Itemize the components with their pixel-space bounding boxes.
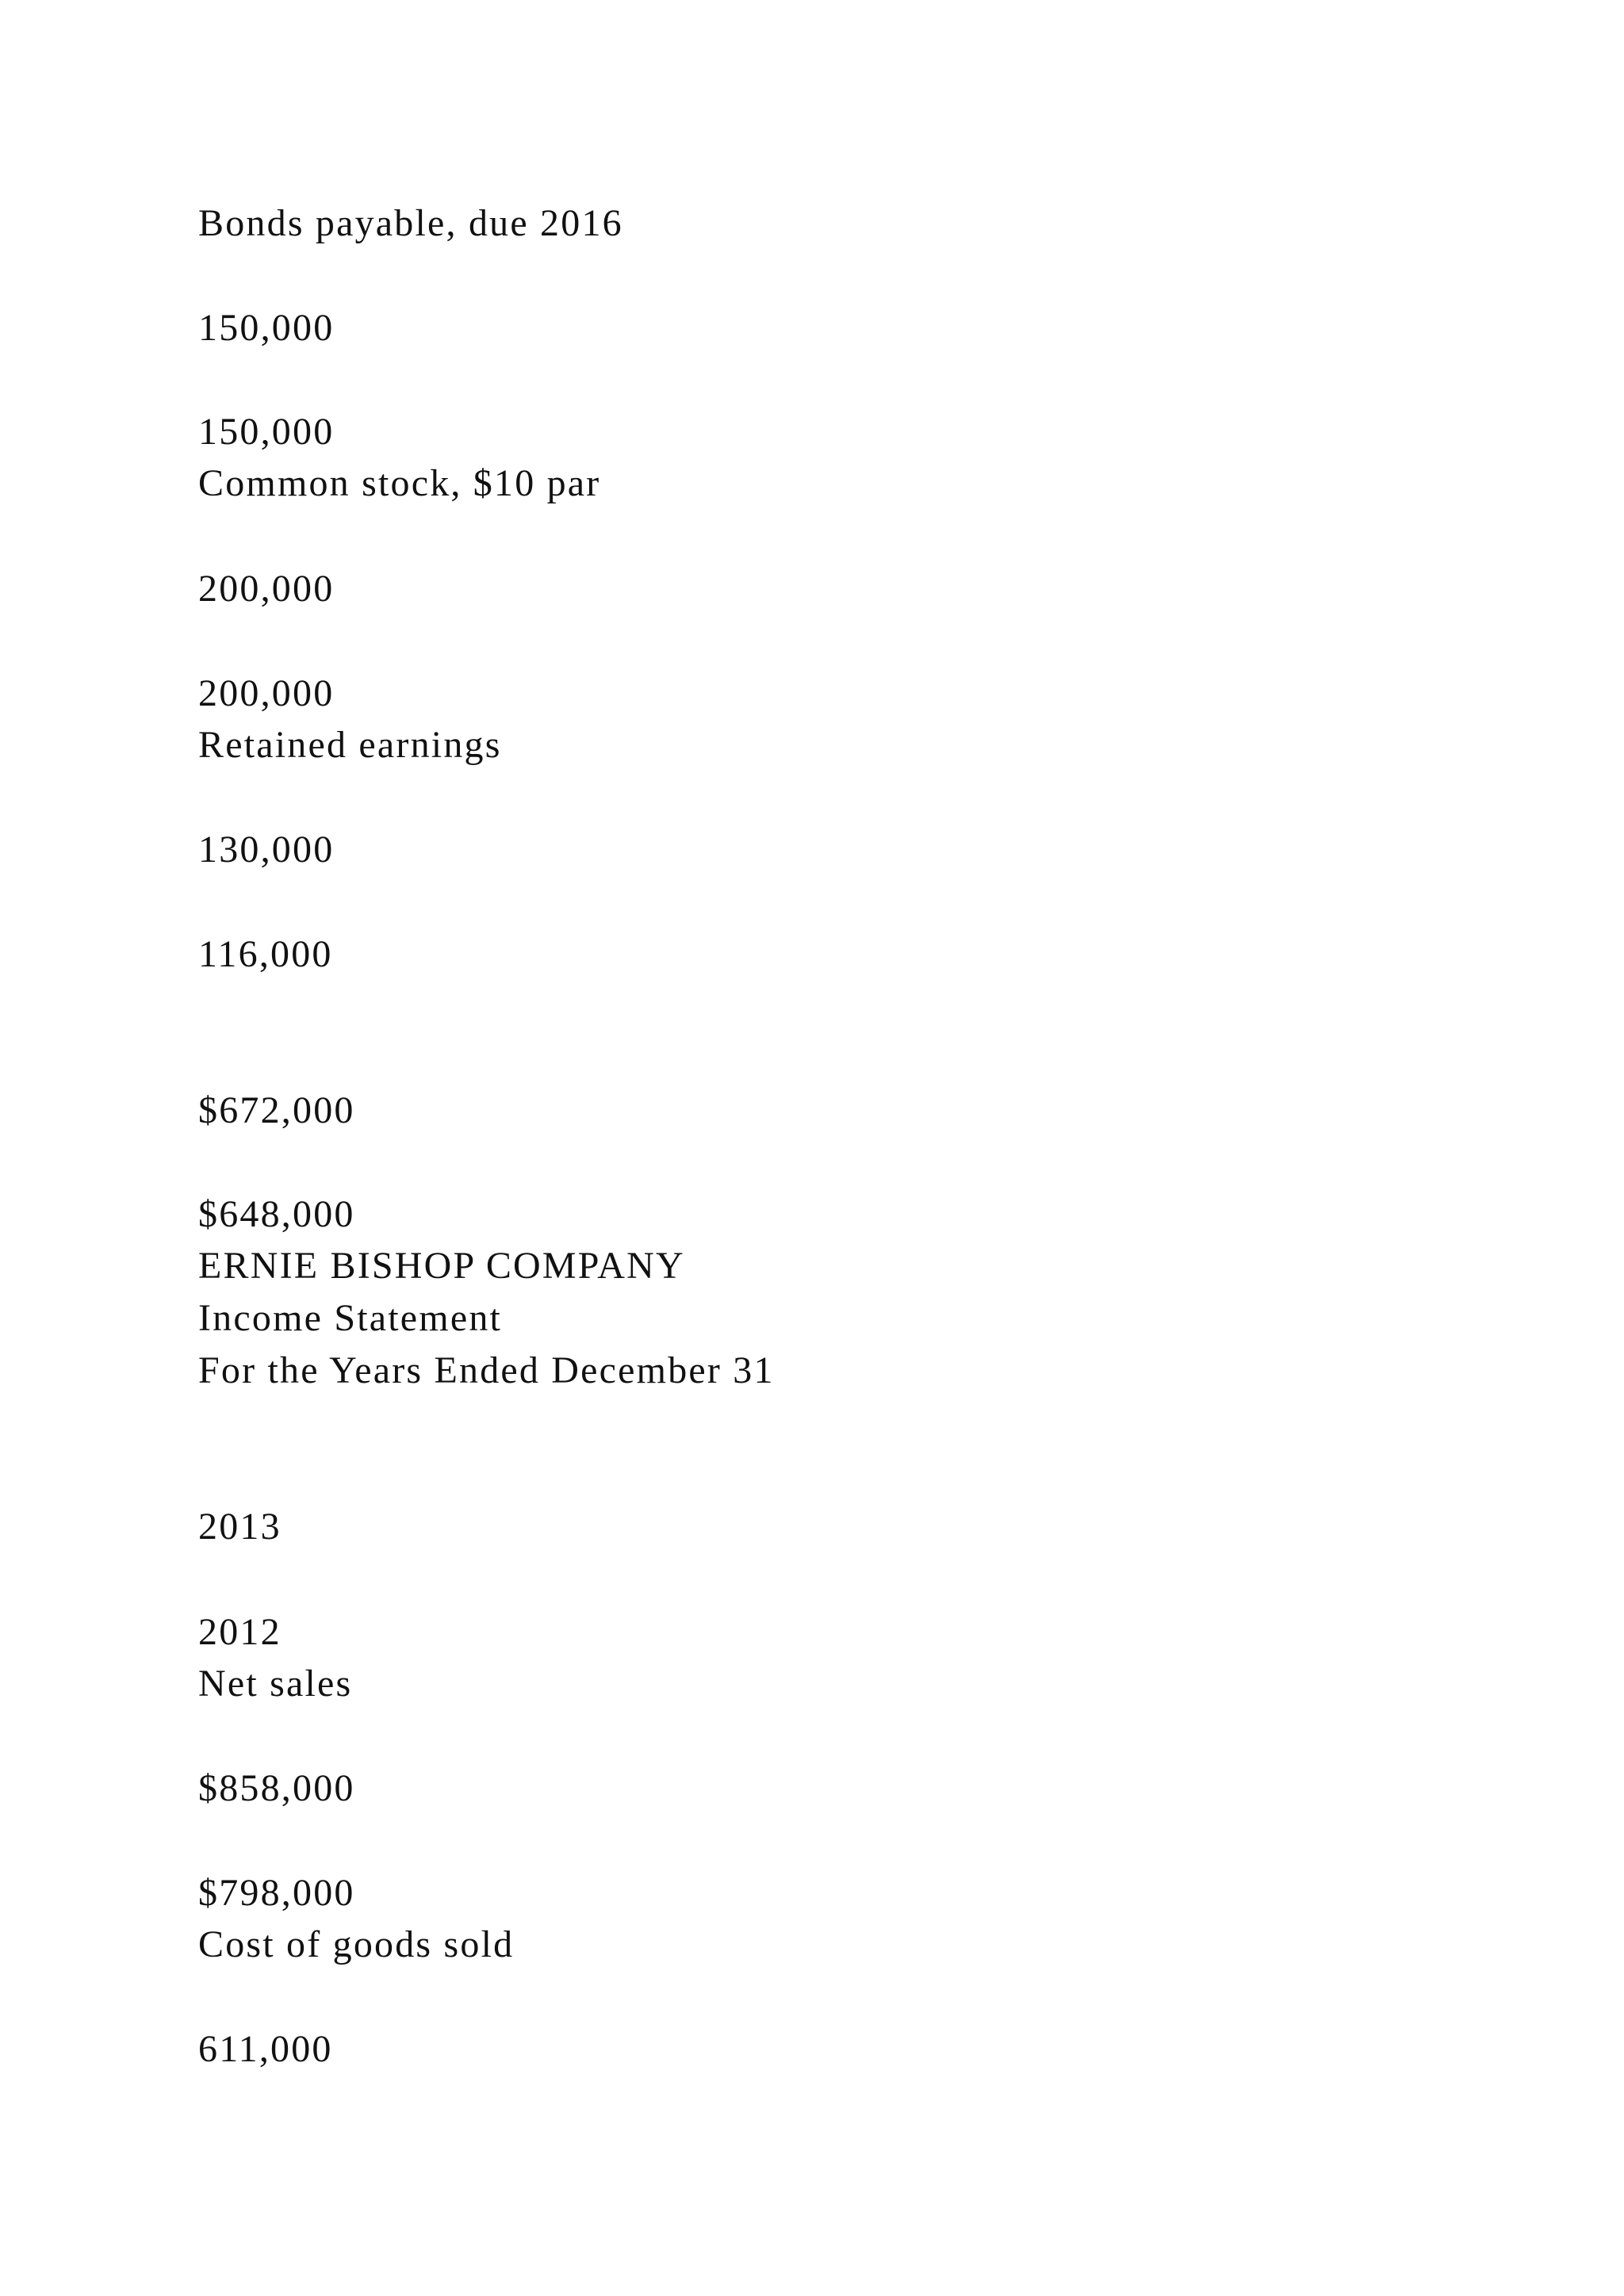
net-sales-2012-value: $798,000 [198, 1872, 355, 1914]
cost-of-goods-sold-label: Cost of goods sold [198, 1923, 515, 1965]
retained-earnings-2012-value: 116,000 [198, 933, 333, 975]
retained-earnings-2013-value: 130,000 [198, 828, 335, 871]
statement-title: Income Statement [198, 1297, 503, 1339]
company-name-heading: ERNIE BISHOP COMPANY [198, 1245, 685, 1287]
bonds-payable-2013-value: 150,000 [198, 307, 335, 349]
net-sales-label: Net sales [198, 1663, 353, 1705]
bonds-payable-2012-value: 150,000 [198, 411, 335, 453]
cost-of-goods-sold-2013-value: 611,000 [198, 2028, 333, 2070]
bonds-payable-label: Bonds payable, due 2016 [198, 202, 623, 244]
retained-earnings-label: Retained earnings [198, 724, 502, 766]
year-2013-header: 2013 [198, 1506, 282, 1548]
statement-period: For the Years Ended December 31 [198, 1349, 775, 1391]
total-2012-value: $648,000 [198, 1193, 355, 1235]
net-sales-2013-value: $858,000 [198, 1767, 355, 1809]
common-stock-label: Common stock, $10 par [198, 462, 601, 504]
common-stock-2012-value: 200,000 [198, 672, 335, 714]
total-2013-value: $672,000 [198, 1089, 355, 1131]
common-stock-2013-value: 200,000 [198, 568, 335, 610]
year-2012-header: 2012 [198, 1611, 282, 1653]
